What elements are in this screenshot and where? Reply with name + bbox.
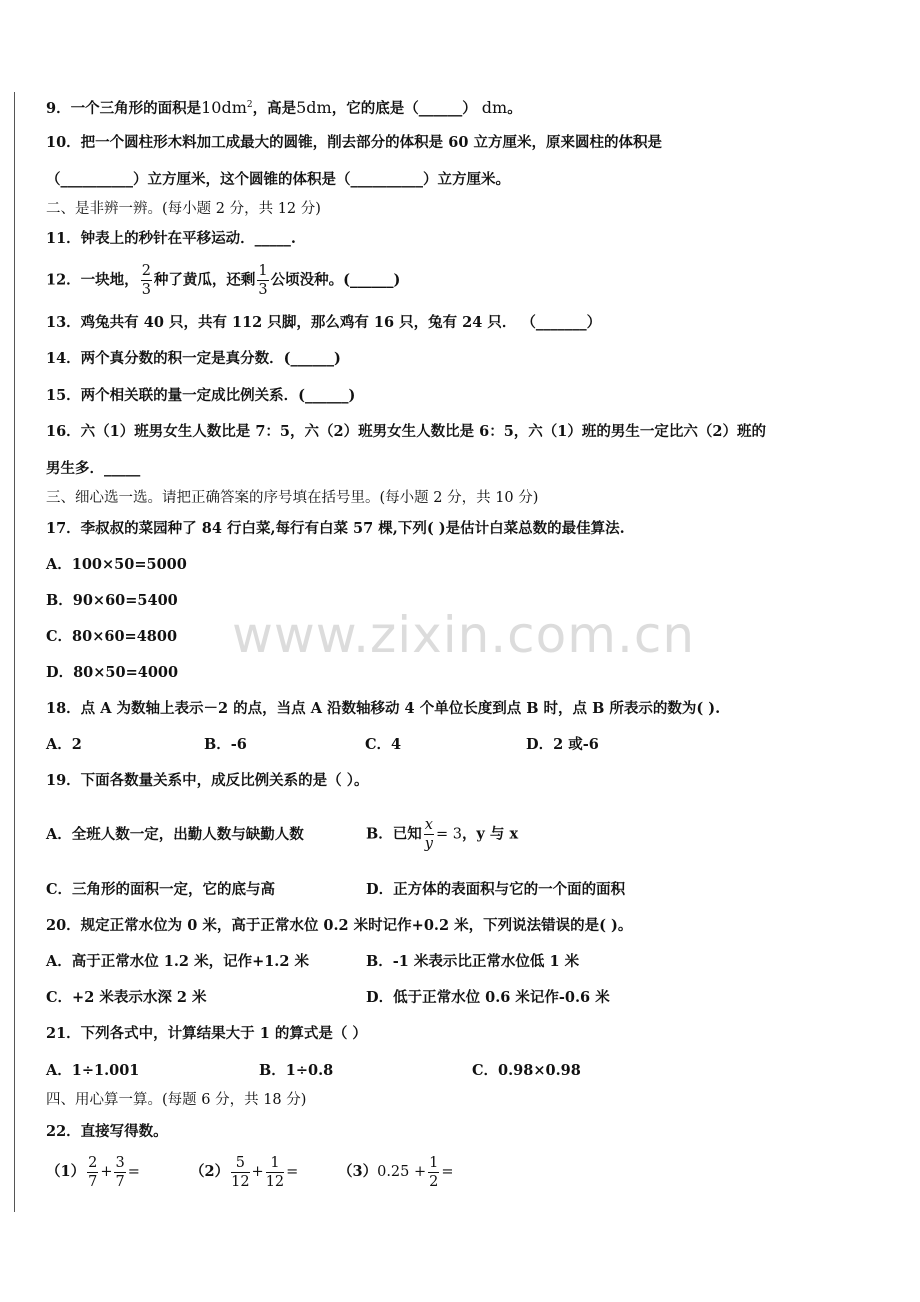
q12-text-b: 种了黄瓜，还剩 <box>153 271 256 289</box>
q22-1-n2: 3 <box>115 1154 125 1171</box>
q22-3-n2: 1 <box>429 1154 439 1171</box>
question-21: 21．下列各式中，计算结果大于 1 的算式是（ ） <box>46 1025 367 1042</box>
q21-option-c: C．0.98×0.98 <box>472 1062 581 1079</box>
q12-fraction-2 <box>257 262 268 299</box>
q19-equals: = 3 <box>435 826 462 843</box>
q22-2-n2: 1 <box>266 1154 284 1173</box>
q22-1-eq: = <box>127 1164 140 1180</box>
q20-option-a: A．高于正常水位 1.2 米，记作+1.2 米 <box>46 953 309 970</box>
q21-option-b: B．1÷0.8 <box>259 1062 334 1079</box>
q19-b-pre: B．已知 <box>366 825 422 843</box>
q22-3-pre: 0.25 + <box>377 1164 427 1180</box>
question-22: 22．直接写得数。 <box>46 1123 168 1140</box>
question-16-line2: 男生多．_____ <box>46 460 141 477</box>
q9-text-d: 。 <box>507 99 522 117</box>
q12-f2-denominator: 3 <box>258 282 268 298</box>
q17-option-b: B．90×60=5400 <box>46 592 178 609</box>
q9-text-c: ，它的底是（______） <box>331 99 477 117</box>
q22-2-eq: = <box>286 1164 299 1180</box>
q20-option-b: B．-1 米表示比正常水位低 1 米 <box>366 953 580 970</box>
q12-text-c: 公顷没种。(______) <box>270 271 401 289</box>
q22-3-d2: 2 <box>429 1173 439 1190</box>
question-17: 17．李叔叔的菜园种了 84 行白菜,每行有白菜 57 棵,下列( )是估计白菜总数的最佳算法. <box>46 520 625 537</box>
q12-text-a: 12．一块地， <box>46 271 139 289</box>
question-15: 15．两个相关联的量一定成比例关系．(______) <box>46 387 356 404</box>
q19-option-d: D．正方体的表面积与它的一个面的面积 <box>366 881 626 898</box>
q20-option-c: C．+2 米表示水深 2 米 <box>46 989 207 1006</box>
q12-f1-denominator: 3 <box>141 282 151 298</box>
q22-2-d2: 12 <box>265 1173 285 1190</box>
section-4-heading: 四、用心算一算。(每题 6 分，共 18 分) <box>46 1092 307 1108</box>
q17-option-a: A．100×50=5000 <box>46 556 187 573</box>
question-16-line1: 16．六（1）班男女生人数比是 7：5，六（2）班男女生人数比是 6：5，六（1）班的男生一定比六（2）班的 <box>46 423 766 440</box>
q22-item-2 <box>190 1152 298 1192</box>
q18-option-c: C．4 <box>365 736 402 753</box>
q19-option-c: C．三角形的面积一定，它的底与高 <box>46 881 276 898</box>
question-10-line1: 10．把一个圆柱形木料加工成最大的圆锥，削去部分的体积是 60 立方厘米，原来圆柱的体积是 <box>46 134 662 151</box>
section-2-heading: 二、是非辨一辨。(每小题 2 分，共 12 分) <box>46 201 321 217</box>
q12-fraction-1 <box>141 262 152 299</box>
q22-1-op: + <box>100 1164 113 1180</box>
q22-item-1-label: （1） <box>46 1163 86 1180</box>
q22-1-d2: 7 <box>115 1173 125 1190</box>
q22-1-n1: 2 <box>88 1154 98 1171</box>
q22-item-2-label: （2） <box>190 1163 230 1180</box>
q19-fraction <box>424 816 434 853</box>
q18-option-b: B．-6 <box>204 736 247 753</box>
question-10-line2: （__________）立方厘米，这个圆锥的体积是（__________）立方厘米。 <box>46 171 510 188</box>
question-11: 11．钟表上的秒针在平移运动．_____. <box>46 230 296 247</box>
q22-1-d1: 7 <box>88 1173 98 1190</box>
q22-2-op: + <box>251 1164 264 1180</box>
q17-option-c: C．80×60=4800 <box>46 628 178 645</box>
q9-area: 10dm <box>201 97 247 117</box>
q20-option-d: D．低于正常水位 0.6 米记作-0.6 米 <box>366 989 610 1006</box>
q22-3-eq: = <box>441 1164 454 1180</box>
q9-height: 5dm <box>296 97 332 117</box>
watermark: www.zixin.com.cn <box>232 606 696 664</box>
q18-option-d: D．2 或-6 <box>526 736 599 753</box>
q22-2-n1: 5 <box>231 1154 249 1173</box>
q9-unit: dm <box>481 97 508 117</box>
q22-item-3-label: （3） <box>338 1163 378 1180</box>
question-19: 19．下面各数量关系中，成反比例关系的是（ ）。 <box>46 772 369 789</box>
q9-text-b: ，高是 <box>252 99 297 117</box>
question-18: 18．点 A 为数轴上表示－2 的点，当点 A 沿数轴移动 4 个单位长度到点 B 时，点 B 所表示的数为( ). <box>46 700 721 717</box>
q19-option-b <box>366 816 518 853</box>
q19-option-a: A．全班人数一定，出勤人数与缺勤人数 <box>46 826 304 843</box>
q19-numerator: x <box>424 817 433 833</box>
q9-exponent: 2 <box>246 100 253 110</box>
q22-item-1 <box>46 1152 140 1192</box>
question-13: 13．鸡兔共有 40 只，共有 112 只脚，那么鸡有 16 只，兔有 24 只． （_______） <box>46 314 602 331</box>
question-9 <box>46 95 522 119</box>
section-3-heading: 三、细心选一选。请把正确答案的序号填在括号里。(每小题 2 分，共 10 分) <box>46 490 539 506</box>
q22-item-3 <box>338 1152 454 1192</box>
question-14: 14．两个真分数的积一定是真分数．(______) <box>46 350 341 367</box>
q17-option-d: D．80×50=4000 <box>46 664 179 681</box>
q12-f2-numerator: 1 <box>258 263 268 279</box>
q18-option-a: A．2 <box>46 736 82 753</box>
question-20: 20．规定正常水位为 0 米，高于正常水位 0.2 米时记作+0.2 米，下列说法错误的是( )。 <box>46 917 633 934</box>
question-12 <box>46 262 400 299</box>
q22-2-d1: 12 <box>231 1173 250 1190</box>
q9-text-a: 9．一个三角形的面积是 <box>46 99 202 117</box>
margin-line <box>14 92 15 1212</box>
q12-f1-numerator: 2 <box>141 263 151 279</box>
q19-b-post: ，y 与 x <box>461 825 519 843</box>
q21-option-a: A．1÷1.001 <box>46 1062 140 1079</box>
q19-denominator: y <box>424 836 433 852</box>
